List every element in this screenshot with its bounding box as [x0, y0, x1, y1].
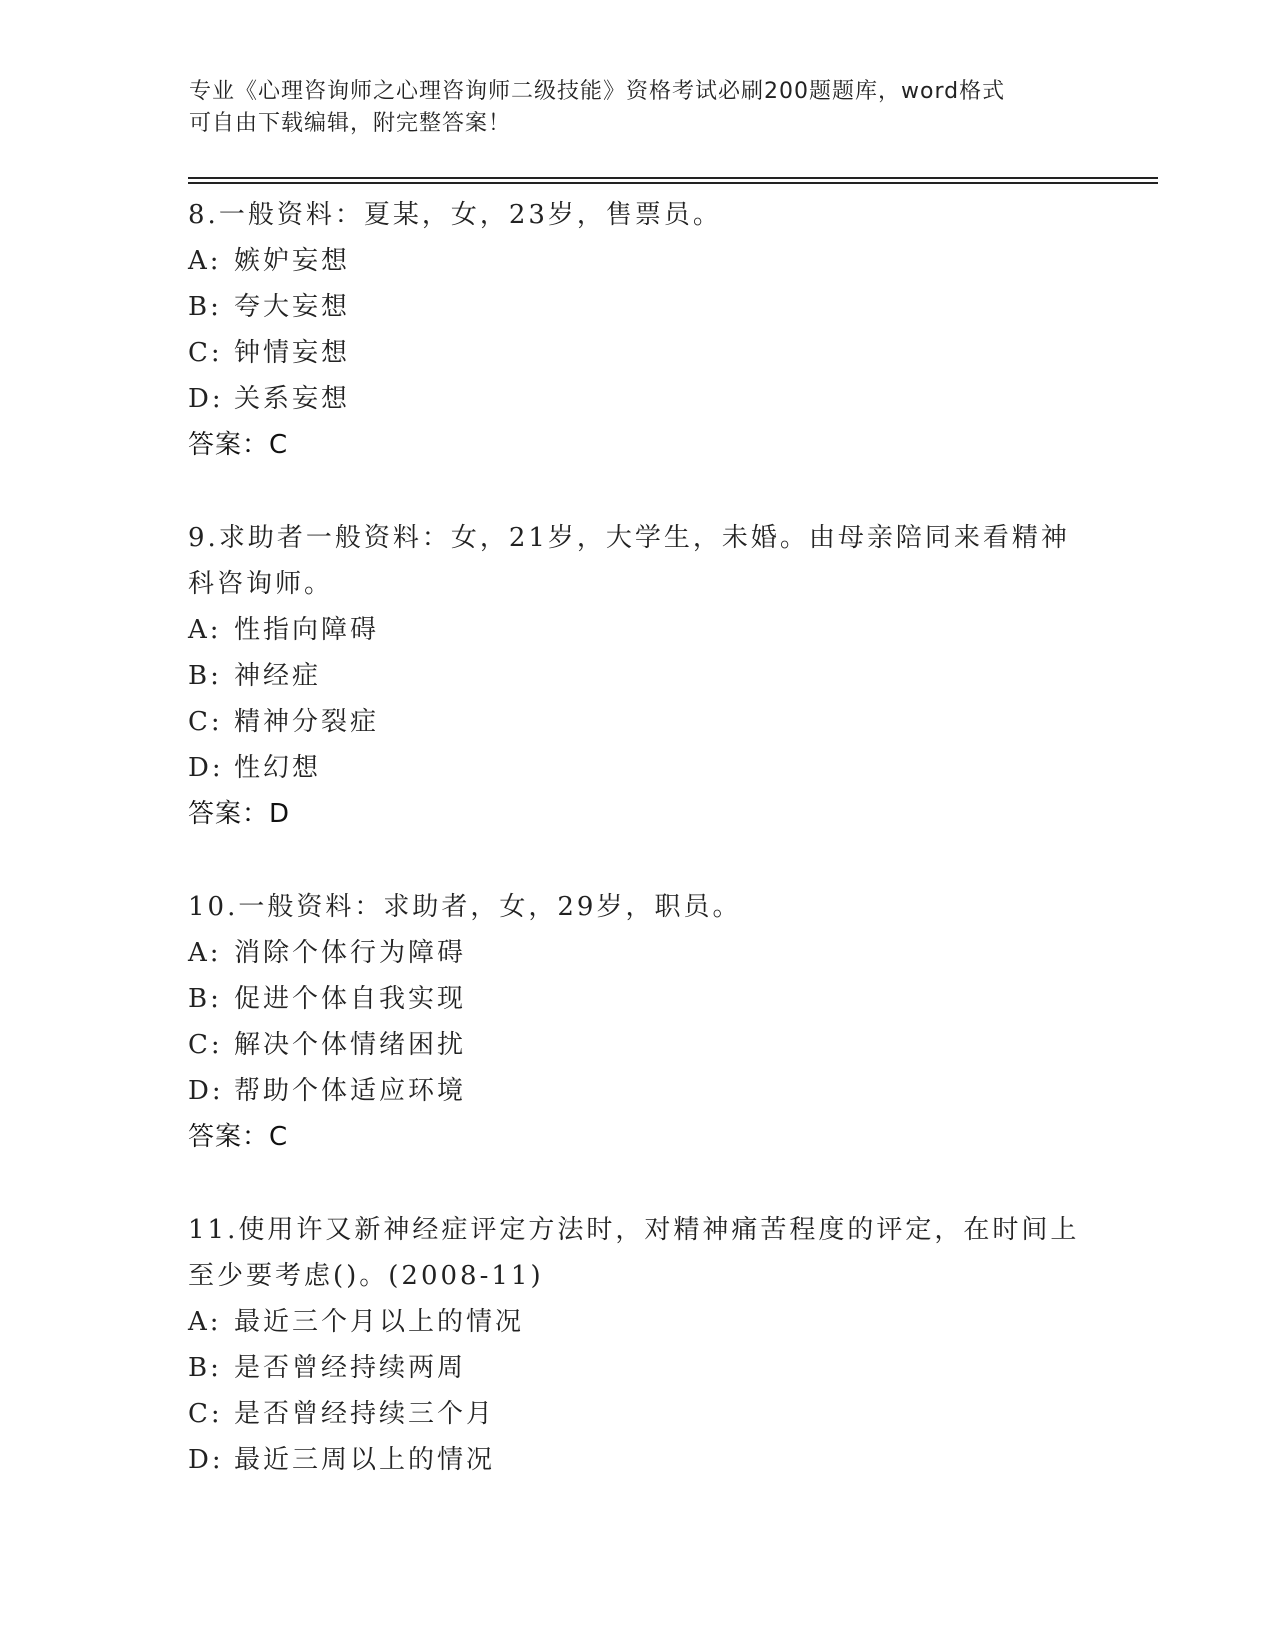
header-line-2: 可自由下载编辑，附完整答案！ [189, 111, 512, 136]
option-letter: D: [188, 753, 224, 783]
option-letter: D: [188, 1445, 224, 1475]
option-d [188, 745, 1088, 791]
option-text: 最近三个月以上的情况 [234, 1307, 525, 1337]
question-stem [188, 192, 1088, 238]
question-number: 11. [188, 1215, 239, 1245]
option-letter: D: [188, 384, 224, 414]
question-text-line: 使用许又新神经症评定方法时，对精神痛苦程度的评定，在时间上 [238, 1215, 1080, 1245]
answer-label: 答案：C [188, 1122, 289, 1152]
question-stem [188, 884, 1088, 930]
option-text: 性幻想 [234, 753, 322, 783]
option-a [188, 607, 1088, 653]
option-letter: C: [188, 338, 223, 368]
answer-label: 答案：D [188, 799, 291, 829]
option-c [188, 330, 1088, 376]
question-number: 10. [188, 892, 239, 922]
question-text-line: 科咨询师。 [188, 569, 334, 599]
option-b [188, 284, 1088, 330]
option-letter: A: [188, 246, 222, 276]
option-letter: C: [188, 1399, 223, 1429]
answer-label: 答案：C [188, 430, 289, 460]
option-letter: D: [188, 1076, 224, 1106]
option-text: 神经症 [234, 661, 322, 691]
question-10 [188, 884, 1088, 1160]
option-d [188, 1437, 1088, 1483]
option-text: 夸大妄想 [234, 292, 351, 322]
option-text: 解决个体情绪困扰 [234, 1030, 467, 1060]
option-text: 嫉妒妄想 [234, 246, 351, 276]
header-divider-top [188, 177, 1158, 179]
option-a [188, 1299, 1088, 1345]
question-text-line: 至少要考虑()。(2008-11) [188, 1261, 544, 1291]
option-c [188, 1022, 1088, 1068]
option-text: 是否曾经持续三个月 [234, 1399, 496, 1429]
option-text: 关系妄想 [234, 384, 351, 414]
option-letter: A: [188, 615, 222, 645]
option-a [188, 238, 1088, 284]
option-letter: A: [188, 1307, 222, 1337]
question-text-line: 一般资料：夏某，女，23岁，售票员。 [218, 200, 722, 230]
option-text: 消除个体行为障碍 [234, 938, 467, 968]
question-text-line: 求助者一般资料：女，21岁，大学生，未婚。由母亲陪同来看精神 [218, 523, 1070, 553]
question-stem [188, 1207, 1088, 1299]
option-b [188, 976, 1088, 1022]
header-divider-bottom [188, 182, 1158, 184]
option-letter: C: [188, 707, 223, 737]
option-text: 帮助个体适应环境 [234, 1076, 467, 1106]
question-number: 9. [188, 523, 219, 553]
option-text: 促进个体自我实现 [234, 984, 467, 1014]
option-letter: B: [188, 1353, 222, 1383]
option-a [188, 930, 1088, 976]
question-list [188, 192, 1088, 1530]
question-11 [188, 1207, 1088, 1483]
option-d [188, 376, 1088, 422]
option-letter: B: [188, 984, 222, 1014]
question-8 [188, 192, 1088, 468]
option-c [188, 1391, 1088, 1437]
option-b [188, 653, 1088, 699]
question-text-line: 一般资料：求助者，女，29岁，职员。 [238, 892, 742, 922]
question-number: 8. [188, 200, 219, 230]
option-letter: B: [188, 661, 222, 691]
header-line-1: 专业《心理咨询师之心理咨询师二级技能》资格考试必刷200题题库，word格式 [189, 79, 1006, 104]
option-text: 精神分裂症 [234, 707, 380, 737]
option-letter: B: [188, 292, 222, 322]
question-9 [188, 515, 1088, 837]
option-text: 性指向障碍 [234, 615, 380, 645]
option-d [188, 1068, 1088, 1114]
option-text: 钟情妄想 [234, 338, 351, 368]
option-text: 是否曾经持续两周 [234, 1353, 467, 1383]
option-c [188, 699, 1088, 745]
option-b [188, 1345, 1088, 1391]
question-stem [188, 515, 1088, 607]
option-text: 最近三周以上的情况 [234, 1445, 496, 1475]
document-header [189, 76, 1089, 140]
option-letter: C: [188, 1030, 223, 1060]
option-letter: A: [188, 938, 222, 968]
